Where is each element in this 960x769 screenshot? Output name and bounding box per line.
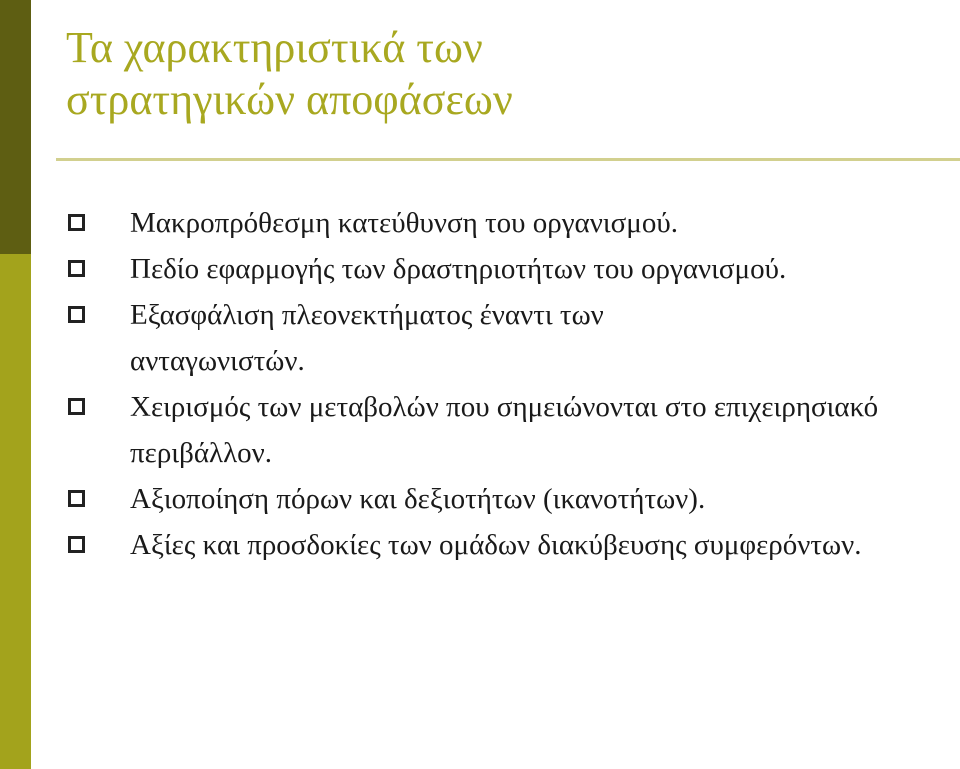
bullet-text: Πεδίο εφαρμογής των δραστηριοτήτων του οργανισμού. <box>130 253 787 285</box>
title-divider <box>56 158 960 161</box>
bullet-item <box>68 476 948 522</box>
bullet-text: Χειρισμός των μεταβολών που σημειώνονται στο επιχειρησιακό περιβάλλον. <box>130 391 879 469</box>
bullet-item <box>68 292 948 384</box>
side-bar-light <box>0 254 31 769</box>
bullet-text: Αξιοποίηση πόρων και δεξιοτήτων (ικανοτήτων). <box>130 483 706 515</box>
bullet-item <box>68 522 948 568</box>
hollow-square-icon <box>68 214 85 231</box>
bullet-text: Μακροπρόθεσμη κατεύθυνση του οργανισμού. <box>130 207 678 239</box>
side-bar-dark <box>0 0 31 254</box>
hollow-square-icon <box>68 398 85 415</box>
hollow-square-icon <box>68 536 85 553</box>
side-bar <box>0 0 31 769</box>
hollow-square-icon <box>68 260 85 277</box>
slide-title-line-1: Τα χαρακτηριστικά των <box>66 23 483 72</box>
hollow-square-icon <box>68 490 85 507</box>
bullet-text: Αξίες και προσδοκίες των ομάδων διακύβευσης συμφερόντων. <box>130 529 862 561</box>
bullet-item <box>68 384 948 476</box>
hollow-square-icon <box>68 306 85 323</box>
slide-title <box>66 22 946 126</box>
bullet-item <box>68 246 948 292</box>
bullet-list <box>68 200 948 568</box>
bullet-text: Εξασφάλιση πλεονεκτήματος έναντι των ανταγωνιστών. <box>130 299 604 377</box>
bullet-item <box>68 200 948 246</box>
slide-title-line-2: στρατηγικών αποφάσεων <box>66 75 513 124</box>
